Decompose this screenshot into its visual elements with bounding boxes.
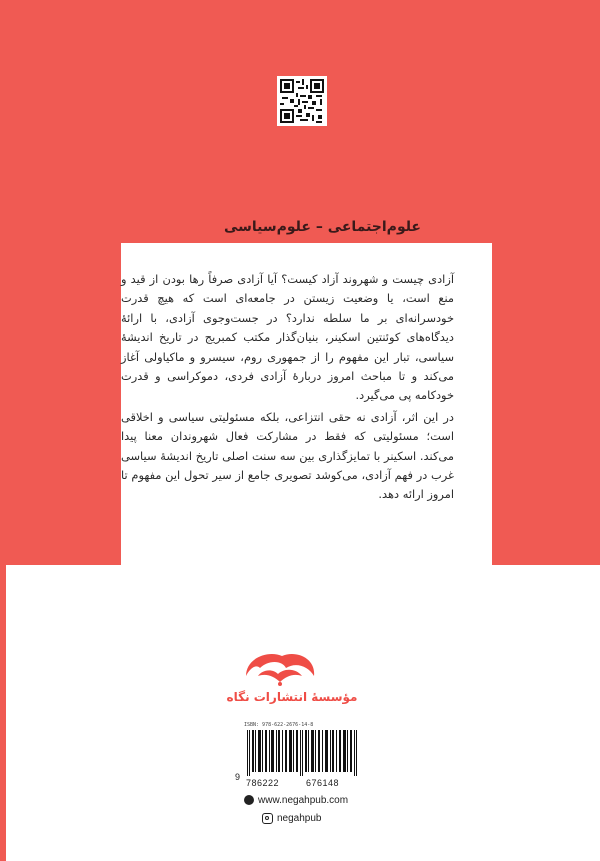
isbn-label: ISBN: 978-622-2676-14-8 xyxy=(244,722,314,728)
description-paragraph-2: در این اثر، آزادی نه حقی انتزاعی، بلکه مسئولیتی سیاسی و اخلاقی است؛ مسئولیتی که فقط در مشارکت فعال شهروندان معنا پیدا می‌کند. اسکینر با تمایزگذاری بین سه سنت اصلی تاریخ اندیشهٔ سیاسی غرب در فهم آزادی، می‌کوشد تصویری جامع از سیر تحول این مفهوم تا امروز ارائه دهد. xyxy=(121,409,454,502)
back-cover-description xyxy=(121,270,454,507)
description-paragraph-1: آزادی چیست و شهروند آزاد کیست؟ آیا آزادی صرفاً رها بودن از قید و منع است، یا وضعیت زیستن در جامعه‌ای است که هیچ قدرت خودسرانه‌ای بر ما سلطه ندارد؟ در جست‌وجوی آزادی، با ارائهٔ دیدگاه‌های کوئنتین اسکینر، بنیان‌گذار مکتب کمبریج در تاریخ اندیشهٔ سیاسی، تبار این مفهوم را از جمهوری روم، سیسرو و ماکیاولی آغاز می‌کند و تا مباحث امروز دربارهٔ آزادی فردی، دموکراسی و قدرت خودکامه پی می‌گیرد. xyxy=(121,272,454,403)
website-link[interactable]: www.negahpub.com xyxy=(258,794,349,806)
barcode-icon xyxy=(245,730,361,776)
category-label: علوم‌اجتماعی – علوم‌سیاسی xyxy=(223,219,421,235)
instagram-handle[interactable]: negahpub xyxy=(277,812,322,824)
barcode-digits-right: 676148 xyxy=(306,778,340,788)
globe-icon xyxy=(244,795,254,805)
publisher-name: مؤسسهٔ انتشارات نگاه xyxy=(226,690,358,704)
barcode-digit-first: 9 xyxy=(235,772,241,782)
qr-code-icon xyxy=(280,79,324,123)
cover-red-right xyxy=(492,243,600,565)
qr-code xyxy=(277,76,327,126)
cover-red-left xyxy=(0,243,121,565)
cover-spine-edge xyxy=(0,520,6,861)
instagram-row xyxy=(262,810,322,826)
instagram-icon xyxy=(262,813,273,824)
negah-logo-icon xyxy=(238,646,322,688)
barcode-digits-left: 786222 xyxy=(246,778,280,788)
website-row xyxy=(244,792,348,808)
